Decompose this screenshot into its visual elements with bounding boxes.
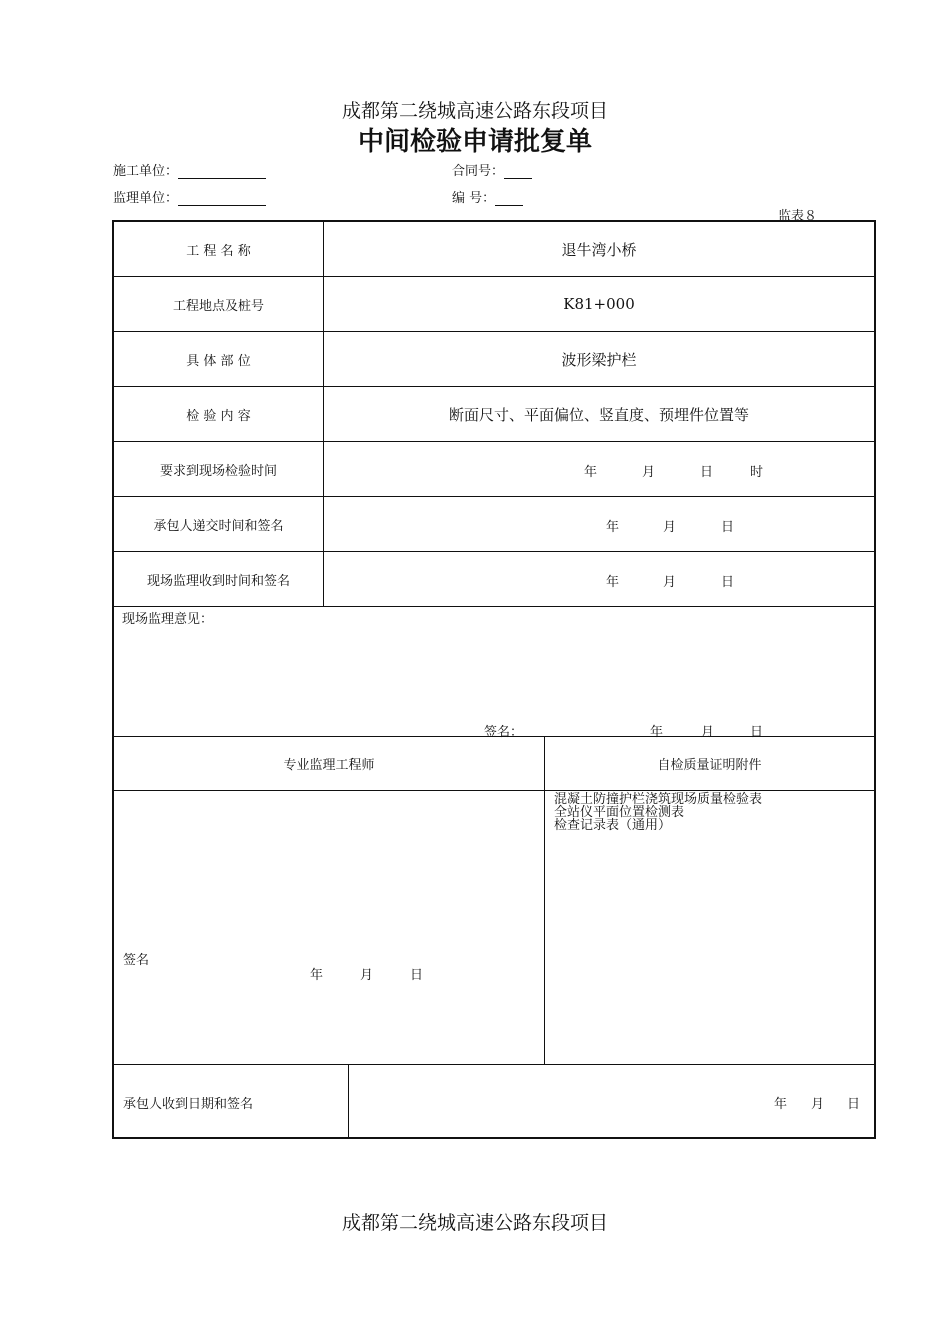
location-value[interactable]: K81+000 bbox=[563, 295, 635, 313]
supervisor-receipt-label: 现场监理收到时间和签名 bbox=[146, 573, 290, 589]
date-day: 日 bbox=[721, 575, 735, 590]
date-day: 日 bbox=[721, 520, 735, 535]
attachments-header: 自检质量证明附件 bbox=[657, 758, 762, 773]
inspection-content-value[interactable]: 断面尺寸、平面偏位、竖直度、预埋件位置等 bbox=[448, 405, 749, 424]
attachment-item[interactable]: 全站仪平面位置检测表 bbox=[554, 805, 685, 820]
serial-no-field bbox=[452, 187, 523, 206]
date-month: 月 bbox=[360, 968, 374, 983]
date-day: 日 bbox=[700, 465, 714, 480]
date-month: 月 bbox=[701, 725, 715, 740]
date-year: 年 bbox=[606, 575, 620, 590]
date-year: 年 bbox=[310, 968, 324, 983]
serial-no-blank[interactable] bbox=[495, 191, 523, 206]
contract-no-blank[interactable] bbox=[504, 164, 532, 179]
date-month: 月 bbox=[663, 520, 677, 535]
construction-unit-blank[interactable] bbox=[178, 164, 266, 179]
project-name-value[interactable]: 退牛湾小桥 bbox=[561, 240, 637, 259]
date-year: 年 bbox=[606, 520, 620, 535]
inspection-content-label: 检 验 内 容 bbox=[186, 408, 251, 424]
engineer-header: 专业监理工程师 bbox=[283, 758, 375, 773]
date-year: 年 bbox=[774, 1097, 788, 1112]
opinion-label: 现场监理意见： bbox=[122, 612, 214, 627]
opinion-sign-label: 签名： bbox=[484, 725, 524, 740]
date-day: 日 bbox=[847, 1097, 861, 1112]
date-day: 日 bbox=[750, 725, 764, 740]
attachment-item[interactable]: 混凝土防撞护栏浇筑现场质量检验表 bbox=[554, 792, 763, 807]
contractor-submit-label: 承包人递交时间和签名 bbox=[153, 518, 284, 534]
row-divider bbox=[114, 606, 874, 607]
inspection-time-label: 要求到现场检验时间 bbox=[159, 463, 277, 479]
engineer-sign-label: 签名 bbox=[123, 953, 150, 968]
specific-part-value[interactable]: 波形梁护栏 bbox=[561, 350, 637, 369]
project-name-label: 工 程 名 称 bbox=[186, 243, 251, 259]
column-divider bbox=[348, 1064, 349, 1137]
serial-no-label: 编 号： bbox=[452, 191, 496, 206]
construction-unit-field bbox=[113, 160, 266, 179]
contractor-receive-label: 承包人收到日期和签名 bbox=[123, 1097, 254, 1112]
date-year: 年 bbox=[650, 725, 664, 740]
location-label: 工程地点及桩号 bbox=[172, 298, 264, 314]
date-hour: 时 bbox=[750, 465, 764, 480]
date-month: 月 bbox=[811, 1097, 825, 1112]
form-table bbox=[112, 220, 876, 1139]
construction-unit-label: 施工单位： bbox=[113, 164, 179, 179]
project-name: 成都第二绕城高速公路东段项目 bbox=[341, 100, 608, 122]
supervision-unit-field bbox=[113, 187, 266, 206]
date-year: 年 bbox=[584, 465, 598, 480]
date-month: 月 bbox=[663, 575, 677, 590]
supervision-unit-label: 监理单位： bbox=[113, 191, 179, 206]
footer-project-name: 成都第二绕城高速公路东段项目 bbox=[341, 1212, 608, 1234]
row-divider bbox=[114, 790, 874, 791]
specific-part-label: 具 体 部 位 bbox=[186, 353, 251, 369]
attachment-item[interactable]: 检查记录表（通用） bbox=[554, 818, 672, 833]
row-divider bbox=[114, 1064, 874, 1065]
form-number: 监表８ bbox=[778, 209, 818, 224]
supervision-unit-blank[interactable] bbox=[178, 191, 266, 206]
contract-no-field bbox=[452, 160, 532, 179]
date-month: 月 bbox=[642, 465, 656, 480]
form-title: 中间检验申请批复单 bbox=[357, 127, 592, 157]
contract-no-label: 合同号： bbox=[452, 164, 505, 179]
date-day: 日 bbox=[410, 968, 424, 983]
